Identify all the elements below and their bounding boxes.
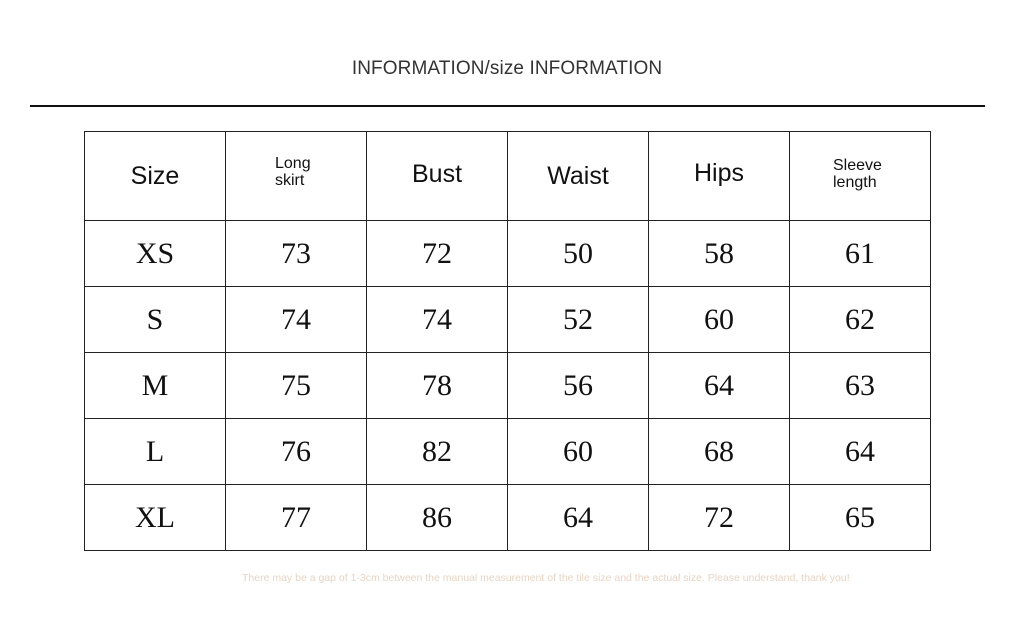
size-chart-table — [84, 131, 931, 551]
table-row — [85, 419, 931, 485]
hips-cell: 60 — [649, 287, 790, 353]
hips-cell: 72 — [649, 485, 790, 551]
long-skirt-cell: 75 — [226, 353, 367, 419]
bust-cell: 78 — [367, 353, 508, 419]
waist-cell: 64 — [508, 485, 649, 551]
column-header-long-skirt: Long skirt — [226, 132, 367, 221]
sleeve-length-cell: 65 — [790, 485, 931, 551]
table-header-row — [85, 132, 931, 221]
long-skirt-cell: 74 — [226, 287, 367, 353]
bust-cell: 72 — [367, 221, 508, 287]
long-skirt-cell: 77 — [226, 485, 367, 551]
hips-cell: 64 — [649, 353, 790, 419]
long-skirt-cell: 76 — [226, 419, 367, 485]
size-cell: S — [85, 287, 226, 353]
table-row — [85, 287, 931, 353]
long-skirt-cell: 73 — [226, 221, 367, 287]
hips-cell: 58 — [649, 221, 790, 287]
column-header-bust: Bust — [367, 132, 508, 221]
bust-cell: 82 — [367, 419, 508, 485]
table-row — [85, 485, 931, 551]
sleeve-length-cell: 64 — [790, 419, 931, 485]
page-title: INFORMATION/size INFORMATION — [351, 58, 663, 79]
sleeve-length-cell: 61 — [790, 221, 931, 287]
bust-cell: 86 — [367, 485, 508, 551]
bust-cell: 74 — [367, 287, 508, 353]
title-divider — [30, 105, 985, 107]
waist-cell: 50 — [508, 221, 649, 287]
sleeve-length-cell: 62 — [790, 287, 931, 353]
waist-cell: 52 — [508, 287, 649, 353]
waist-cell: 60 — [508, 419, 649, 485]
column-header-waist: Waist — [508, 132, 649, 221]
column-header-size: Size — [85, 132, 226, 221]
table-row — [85, 221, 931, 287]
hips-cell: 68 — [649, 419, 790, 485]
sleeve-length-cell: 63 — [790, 353, 931, 419]
size-cell: XL — [85, 485, 226, 551]
measurement-disclaimer: There may be a gap of 1-3cm between the manual measurement of the tile size and the actual size. Please understand, thank you! — [242, 572, 850, 584]
size-cell: M — [85, 353, 226, 419]
size-cell: XS — [85, 221, 226, 287]
waist-cell: 56 — [508, 353, 649, 419]
size-cell: L — [85, 419, 226, 485]
table-row — [85, 353, 931, 419]
column-header-sleeve-length: Sleeve length — [790, 132, 931, 221]
column-header-hips: Hips — [649, 132, 790, 221]
